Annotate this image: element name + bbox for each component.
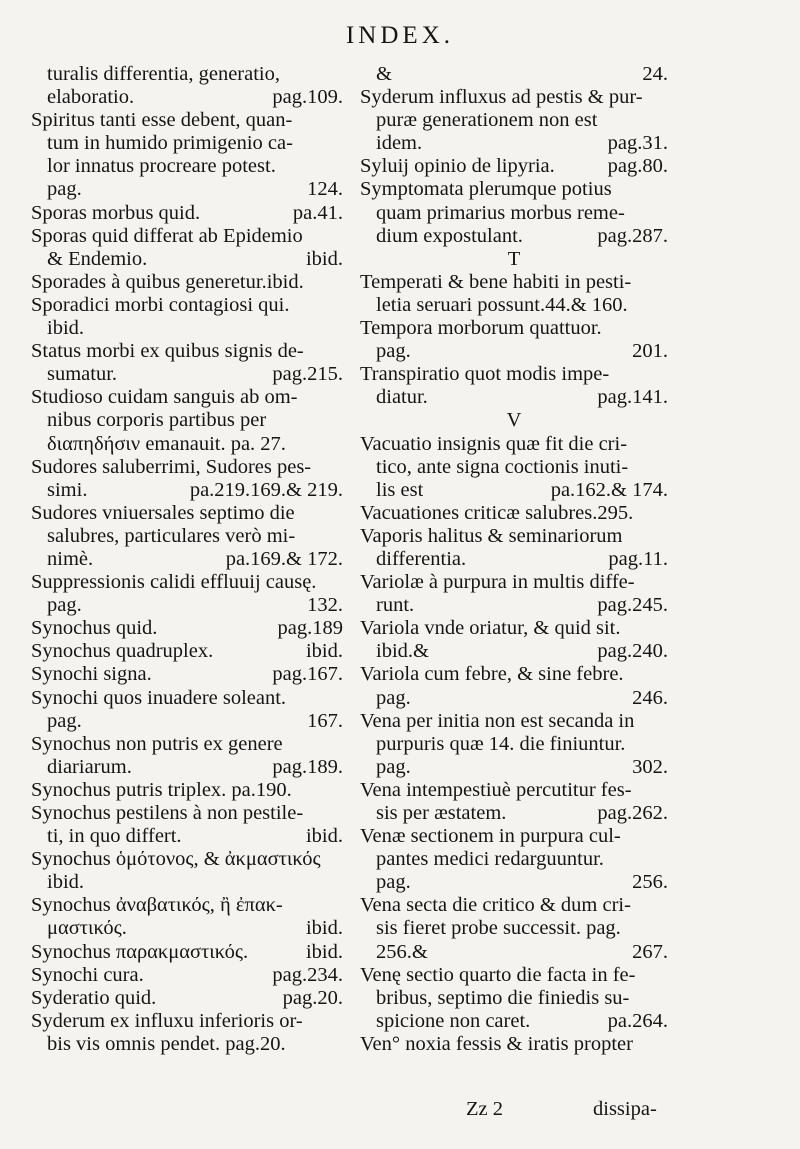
entry-text: ti, in quo differt. [47,825,182,848]
index-entry-line: Variolæ à purpura in multis diffe- [360,571,635,594]
index-entry-line: letia seruari possunt.44.& 160. [376,293,628,316]
entry-reference: 167. [307,709,343,732]
index-entry-line [31,640,343,663]
index-entry-line: Vacuationes criticæ salubres.295. [360,501,634,524]
entry-reference: ibid. [305,825,343,848]
entry-text: μαστικός. [47,917,127,940]
index-entry-line: Vena intempestiuè percutitur fes- [360,778,632,801]
index-entry-line [360,594,668,617]
entry-reference: 302. [632,755,668,778]
index-entry-line: Vena secta die critico & dum cri- [360,894,631,917]
entry-text: pag. [47,178,82,201]
index-entry-line: Venæ sectionem in purpura cul- [360,825,621,848]
index-entry-line [360,479,668,502]
entry-reference: pag.189 [277,617,343,640]
entry-reference: pag.80. [607,155,668,178]
index-entry-line: Temperati & bene habiti in pesti- [360,270,632,293]
entry-text: spicione non caret. [376,1009,531,1032]
index-entry-line [360,941,668,964]
entry-reference: 124. [307,178,343,201]
index-entry-line: διαπηδήσιν emanauit. pa. 27. [47,432,286,455]
index-entry-line: Vacuatio insignis quæ fit die cri- [360,432,628,455]
index-entry-line: Symptomata plerumque potius [360,178,612,201]
entry-reference: pag.189. [272,755,343,778]
index-entry-line: Ven° noxia fessis & iratis propter [360,1032,633,1055]
entry-text: & Endemio. [47,247,148,270]
index-entry-line [31,756,343,779]
index-entry-line: Spiritus tanti esse debent, quan- [31,109,293,132]
index-entry-line [31,987,343,1010]
index-entry-line [360,340,668,363]
index-entry-line: Syderum ex influxu inferioris or- [31,1009,303,1032]
entry-reference: 201. [632,340,668,363]
index-entry-line: tum in humido primigenio ca- [47,132,293,155]
entry-text: nimè. [47,547,94,570]
index-entry-line: Synochus ἀναβατικός, ἢ ἐπακ- [31,894,283,917]
entry-reference: pag.141. [597,386,668,409]
entry-reference: pag.215. [272,363,343,386]
index-entry-line [31,964,343,987]
index-entry-line [31,202,343,225]
index-entry-line: Variola vnde oriatur, & quid sit. [360,617,621,640]
index-entry-line: Synochus non putris ex genere [31,732,283,755]
entry-text: pag. [47,709,82,732]
index-entry-line [360,155,668,178]
index-entry-line: Synochus ὁμότονος, & ἀκμαστικός [31,848,321,871]
entry-reference: pa.162.& 174. [550,478,668,501]
entry-reference: ibid. [305,640,343,663]
entry-text: pag. [376,755,411,778]
entry-text: differentia. [376,547,467,570]
index-entry-line: ibid. [47,871,85,894]
index-entry-line: T [507,247,521,270]
entry-text: Syluij opinio de lipyria. [360,155,555,178]
index-entry-line: Vena per initia non est secanda in [360,709,635,732]
entry-text: Syderatio quid. [31,986,157,1009]
entry-text: Synochi signa. [31,663,152,686]
index-entry-line [360,871,668,894]
index-entry-line [31,479,343,502]
index-entry-line: V [506,409,522,432]
entry-reference: 246. [632,686,668,709]
signature-mark: Zz 2 [466,1098,503,1120]
index-entry-line: tico, ante signa coctionis inuti- [376,455,629,478]
left-column [31,63,343,1056]
entry-text: Synochus quadruplex. [31,640,214,663]
index-entry-line [360,386,668,409]
index-entry-line: nibus corporis partibus per [47,409,267,432]
entry-reference: pag.234. [272,963,343,986]
entry-text: pag. [376,686,411,709]
index-entry-line: Vaporis halitus & seminariorum [360,524,623,547]
entry-text: pag. [47,594,82,617]
entry-reference: ibid. [305,247,343,270]
index-entry-line: Sporas quid differat ab Epidemio [31,224,303,247]
index-entry-line: turalis differentia, generatio, [47,63,280,85]
index-entry-line [31,663,343,686]
entry-reference: pa.41. [292,201,343,224]
entry-text: Synochus quid. [31,617,158,640]
index-entry-line: Sporadici morbi contagiosi qui. [31,293,290,316]
index-entry-line: pantes medici redarguuntur. [376,848,604,871]
entry-text: elaboratio. [47,86,135,109]
entry-text: idem. [376,132,423,155]
index-entry-line [31,178,343,201]
index-entry-line: Sporades à quibus generetur.ibid. [31,270,304,293]
entry-reference: pag.287. [597,224,668,247]
index-entry-line [31,594,343,617]
index-entry-line [31,917,343,940]
entry-text: Synochus παρακμαστικός. [31,940,249,963]
entry-text: pag. [376,340,411,363]
index-entry-line: quam primarius morbus reme- [376,201,625,224]
entry-reference: 132. [307,594,343,617]
index-entry-line: Synochi quos inuadere soleant. [31,686,287,709]
index-entry-line [360,756,668,779]
entry-reference: ibid. [305,917,343,940]
index-entry-line: Suppressionis calidi effluuij causę. [31,571,317,594]
entry-text: diariarum. [47,755,132,778]
entry-reference: pag.11. [608,547,668,570]
entry-reference: pag.109. [272,86,343,109]
index-entry-line [31,248,343,271]
index-entry-line [31,825,343,848]
index-entry-line [360,802,668,825]
right-column [360,63,668,1056]
entry-text: 256.& [376,940,428,963]
index-entry-line [31,548,343,571]
entry-reference: pag.240. [597,640,668,663]
entry-reference: pag.262. [597,802,668,824]
index-entry-line: sis fieret probe successit. pag. [376,917,621,940]
index-entry-line [31,617,343,640]
entry-reference: pag.20. [282,986,343,1009]
entry-text: lis est [376,478,424,501]
index-entry-line [31,941,343,964]
index-entry-line: Variola cum febre, & sine febre. [360,663,624,686]
index-entry-line [360,225,668,248]
index-entry-line: Sudores vniuersales septimo die [31,501,295,524]
entry-reference: pag.167. [272,663,343,686]
entry-reference: 256. [632,871,668,894]
entry-text: pag. [376,871,411,894]
entry-text: simi. [47,478,88,501]
entry-reference: 24. [642,63,668,85]
index-entry-line: bis vis omnis pendet. pag.20. [47,1032,286,1055]
index-entry-line [31,86,343,109]
index-entry-line: Sudores saluberrimi, Sudores pes- [31,455,312,478]
index-entry-line: puræ generationem non est [376,109,598,132]
index-entry-line [360,640,668,663]
index-entry-line [360,687,668,710]
entry-text: diatur. [376,386,428,409]
index-entry-line: Studioso cuidam sanguis ab om- [31,386,298,409]
entry-text: Sporas morbus quid. [31,201,201,224]
entry-reference: pag.245. [597,594,668,617]
entry-reference: pa.264. [607,1009,668,1032]
entry-text: sumatur. [47,363,118,386]
entry-text: runt. [376,594,415,617]
entry-reference: ibid. [305,940,343,963]
index-entry-line: Venę sectio quarto die facta in fe- [360,963,636,986]
entry-reference: pag.31. [607,132,668,155]
index-entry-line: Status morbi ex quibus signis de- [31,340,304,363]
index-entry-line [360,132,668,155]
entry-reference: 267. [632,940,668,963]
entry-reference: pa.169.& 172. [225,547,343,570]
index-entry-line: Synochus pestilens à non pestile- [31,802,304,824]
entry-reference: pa.219.169.& 219. [189,478,343,501]
index-entry-line [360,548,668,571]
entry-text: & [376,63,392,85]
index-entry-line: purpuris quæ 14. die finiuntur. [376,732,626,755]
index-entry-line [31,710,343,733]
page-title: INDEX. [345,22,454,49]
index-entry-line: Transpiratio quot modis impe- [360,363,610,386]
index-entry-line: Syderum influxus ad pestis & pur- [360,86,643,109]
index-entry-line: salubres, particulares verò mi- [47,524,296,547]
index-entry-line [31,363,343,386]
index-entry-line [360,63,668,86]
catchword: dissipa- [593,1098,657,1120]
entry-text: Synochi cura. [31,963,144,986]
entry-text: ibid.& [376,640,429,663]
entry-text: sis per æstatem. [376,802,507,824]
index-entry-line: lor innatus procreare potest. [47,155,276,178]
entry-text: dium expostulant. [376,224,523,247]
index-entry-line [360,1010,668,1033]
index-entry-line: bribus, septimo die finiedis su- [376,986,630,1009]
index-entry-line: ibid. [47,317,85,340]
index-entry-line: Synochus putris triplex. pa.190. [31,778,292,801]
index-entry-line: Tempora morborum quattuor. [360,317,602,340]
